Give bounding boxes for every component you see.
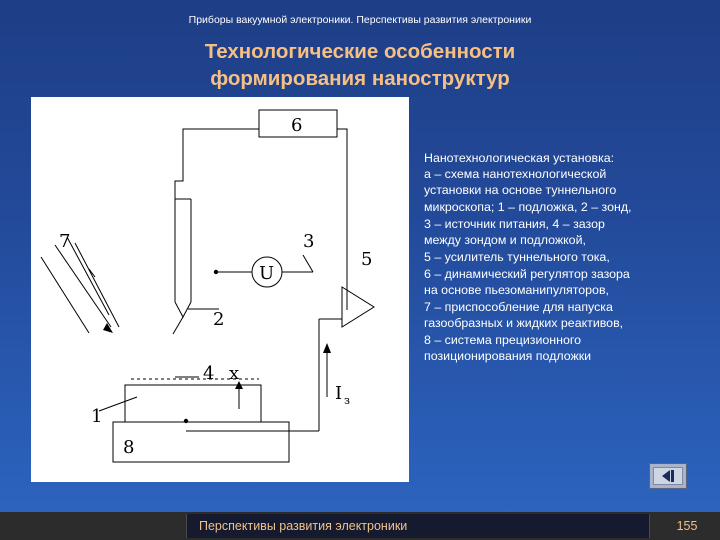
junction-dot-source xyxy=(214,270,218,274)
wire-regulator-amplifier xyxy=(337,129,347,310)
caption-line: Нанотехнологическая установка: xyxy=(424,151,615,165)
caption-line: между зондом и подложкой, xyxy=(424,233,586,247)
first-slide-button[interactable] xyxy=(649,463,687,489)
label-x: x xyxy=(229,363,240,384)
label-current-subscript: з xyxy=(344,394,350,407)
slide-title xyxy=(0,38,720,92)
current-arrow-head xyxy=(323,343,331,353)
probe-tip-lead xyxy=(173,317,183,334)
caption-line: микроскопа; 1 – подложка, 2 – зонд, xyxy=(424,200,632,214)
label-u: U xyxy=(259,263,275,284)
reagent-stream-line-1 xyxy=(41,257,89,333)
footer-bar xyxy=(0,512,720,540)
label-7: 7 xyxy=(59,231,71,252)
caption-line: 8 – система прецизионного xyxy=(424,333,581,347)
stm-schematic-svg xyxy=(31,97,409,482)
label-8: 8 xyxy=(123,437,135,458)
first-slide-icon xyxy=(654,468,682,484)
reagent-arrow-head xyxy=(103,323,113,333)
caption-line: установки на основе туннельного xyxy=(424,183,617,197)
caption-line: 6 – динамический регулятор зазора xyxy=(424,267,630,281)
source-3-pointer xyxy=(303,255,313,272)
substrate-1 xyxy=(125,385,261,422)
label-6: 6 xyxy=(291,115,303,136)
caption-line: на основе пьезоманипуляторов, xyxy=(424,283,609,297)
caption-line: позиционирования подложки xyxy=(424,349,592,363)
junction-dot-substrate xyxy=(184,419,188,423)
caption-line: 5 – усилитель туннельного тока, xyxy=(424,250,610,264)
label-3: 3 xyxy=(303,231,315,252)
caption-line: а – схема нанотехнологической xyxy=(424,167,607,181)
presentation-topline: Приборы вакуумной электроники. Перспективы развития электроники xyxy=(188,14,532,26)
figure-caption xyxy=(424,150,704,364)
caption-line: 7 – приспособление для напуска xyxy=(424,300,613,314)
reagent-stream-line-3 xyxy=(67,237,109,315)
label-5: 5 xyxy=(361,249,373,270)
first-slide-button-face xyxy=(653,467,683,485)
wire-regulator-probe xyxy=(175,129,259,199)
caption-line: 3 – источник питания, 4 – зазор xyxy=(424,217,605,231)
page-number: 155 xyxy=(676,519,698,533)
substrate-1-pointer xyxy=(99,397,137,411)
slide-title-line-2: формирования наноструктур xyxy=(210,67,510,90)
positioning-block-8 xyxy=(113,422,289,462)
stm-schematic-figure xyxy=(31,97,409,482)
caption-line: газообразных и жидких реактивов, xyxy=(424,316,624,330)
label-current: I xyxy=(335,383,343,404)
reagent-stream-line-4 xyxy=(75,243,119,327)
label-4: 4 xyxy=(203,363,215,384)
footer-title: Перспективы развития электроники xyxy=(186,514,650,538)
slide-title-line-1: Технологические особенности xyxy=(204,40,516,63)
label-2: 2 xyxy=(213,309,225,330)
label-1: 1 xyxy=(91,406,103,427)
